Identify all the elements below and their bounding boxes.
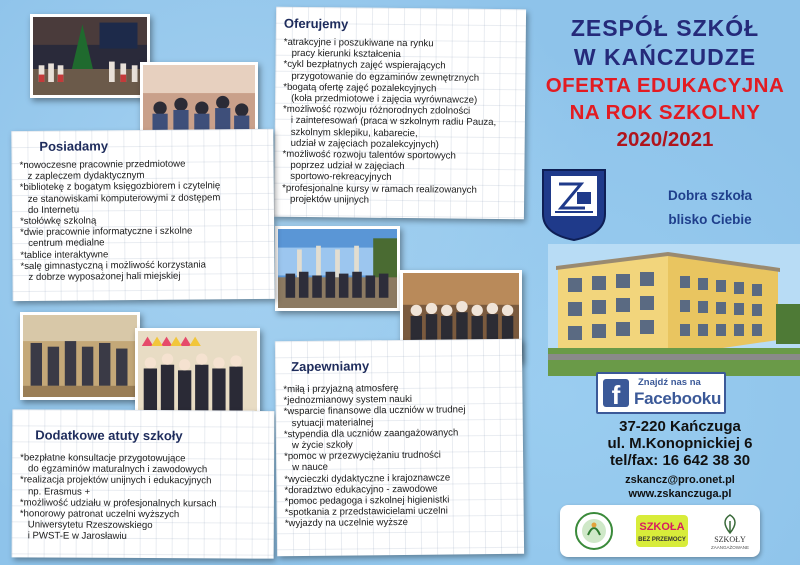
slogan-line1: Dobra szkoła xyxy=(667,188,753,203)
zapewniamy-list xyxy=(283,382,516,530)
list-item: *cykl bezpłatnych zajęć wspierających xyxy=(283,59,446,72)
address-postal: 37-220 Kańczuga xyxy=(619,418,741,435)
panel-posiadamy xyxy=(11,129,274,301)
list-item: poprzez udział w zajęciach xyxy=(282,160,405,173)
list-item: *wsparcie finansowe dla uczniów w trudnej xyxy=(283,404,466,418)
list-item: pracy kierunki kształcenia xyxy=(283,47,401,61)
oferujemy-list xyxy=(282,37,518,207)
list-item: ze stanowiskami komputerowymi z dostępem xyxy=(19,191,221,205)
certification-badges xyxy=(560,505,760,557)
list-item: *pomoc pedagoga i szkolnej higienistki xyxy=(284,494,450,508)
list-item: szkolnym sklepiku, kabarecie, xyxy=(282,126,418,139)
panel-oferujemy xyxy=(274,7,526,220)
school-without-violence-badge-icon xyxy=(634,511,690,551)
list-item: i PWST-E w Jarosławiu xyxy=(19,530,127,543)
offer-title-line1: OFERTA EDUKACYJNA xyxy=(545,74,785,97)
facebook-link[interactable] xyxy=(596,372,726,414)
school-name-line2: W KAŃCZUDZE xyxy=(573,44,757,70)
contact-email[interactable]: zskancz@pro.onet.pl xyxy=(625,474,735,486)
list-item: *możliwość udziału w profesjonalnych kursach xyxy=(19,497,217,510)
title-block xyxy=(535,14,795,154)
slogan-line2: blisko Ciebie xyxy=(668,212,752,227)
contact-website[interactable]: www.zskanczuga.pl xyxy=(628,488,732,500)
list-item: do egzaminów maturalnych i zawodowych xyxy=(20,463,208,476)
list-item: *realizacja projektów unijnych i edukacyjnych xyxy=(19,474,212,487)
svg-text:SZKOŁA: SZKOŁA xyxy=(639,521,685,533)
facebook-small-text: Znajdź nas na xyxy=(638,377,701,388)
list-item: z zapleczem dydaktycznym xyxy=(19,170,145,183)
list-item: *możliwość rozwoju różnorodnych zdolności xyxy=(282,103,471,117)
list-item: *tablice interaktywne xyxy=(20,248,109,261)
list-item: np. Erasmus + xyxy=(19,485,91,498)
school-name-line1: ZESPÓŁ SZKÓŁ xyxy=(570,15,760,41)
list-item: *bibliotekę z bogatym księgozbiorem i czytelnię xyxy=(19,180,221,194)
list-item: *nowoczesne pracownie przedmiotowe xyxy=(19,158,186,172)
slogan xyxy=(640,184,780,232)
svg-text:SZKOŁY: SZKOŁY xyxy=(714,535,746,544)
offer-title-line2: NA ROK SZKOLNY xyxy=(569,101,761,124)
list-item: Uniwersytetu Rzeszowskiego xyxy=(19,519,153,532)
school-crest-icon xyxy=(541,168,607,242)
school-year: 2020/2021 xyxy=(616,128,714,151)
oferujemy-heading: Oferujemy xyxy=(283,15,349,32)
list-item: *stypendia dla uczniów zaangażowanych xyxy=(283,427,459,441)
list-item: *profesjonalne kursy w ramach realizowanych xyxy=(282,182,477,196)
list-item: *dwie pracownie informatyczne i szkolne xyxy=(20,225,193,239)
list-item: *atrakcyjne i poszukiwane na rynku xyxy=(283,36,434,50)
list-item: *miłą i przyjazną atmosferę xyxy=(283,383,399,396)
health-promoting-school-badge-icon xyxy=(574,511,614,551)
list-item: *jednozmianowy system nauki xyxy=(283,394,413,407)
list-item: sportowo-rekreacyjnych xyxy=(282,171,392,184)
zapewniamy-heading: Zapewniamy xyxy=(291,358,370,375)
photo-school-ceremony xyxy=(30,14,150,98)
photo-group-monuments xyxy=(275,226,400,311)
posiadamy-heading: Posiadamy xyxy=(39,138,109,154)
dodatkowe-heading: Dodatkowe atuty szkoły xyxy=(35,427,183,444)
list-item: (koła przedmiotowe i zajęcia wyrównawcze) xyxy=(283,92,478,106)
school-building-illustration xyxy=(548,244,800,376)
list-item: przygotowanie do egzaminów zewnętrznych xyxy=(283,70,480,84)
address-block xyxy=(560,418,800,469)
list-item: *spotkania z przedstawicielami uczelni xyxy=(284,505,448,519)
list-item: *wyjazdy na uczelnie wyższe xyxy=(284,517,409,530)
posiadamy-list xyxy=(20,158,267,283)
list-item: w nauce xyxy=(284,462,328,474)
address-street: ul. M.Konopnickiej 6 xyxy=(607,435,753,452)
panel-dodatkowe-atuty xyxy=(12,409,275,558)
svg-text:ZAANGAŻOWANE: ZAANGAŻOWANE xyxy=(710,545,750,550)
list-item: *wycieczki dydaktyczne i krajoznawcze xyxy=(284,472,451,485)
list-item: *salę gimnastyczną i możliwość korzystania xyxy=(20,259,207,272)
address-phone: tel/fax: 16 642 38 30 xyxy=(609,452,751,469)
list-item: *bezpłatne konsultacje przygotowujące xyxy=(20,452,186,465)
photo-students-decorations xyxy=(135,328,260,423)
svg-text:BEZ PRZEMOCY: BEZ PRZEMOCY xyxy=(638,537,686,543)
list-item: *pomoc w przezwyciężaniu trudności xyxy=(284,449,441,463)
dodatkowe-list xyxy=(20,452,266,543)
list-item: *honorowy patronat uczelni wyższych xyxy=(19,508,180,521)
facebook-icon: f xyxy=(603,379,629,407)
list-item: w życie szkoły xyxy=(283,439,353,452)
list-item: centrum medialne xyxy=(20,237,105,250)
list-item: z dobrze wyposażonej hali miejskiej xyxy=(20,270,181,284)
photo-students-hall xyxy=(20,312,140,400)
list-item: *doradztwo edukacyjno - zawodowe xyxy=(284,483,438,497)
list-item: udział w zajęciach pozalekcyjnych) xyxy=(282,137,439,151)
engaged-schools-badge-icon xyxy=(706,511,754,551)
panel-zapewniamy xyxy=(275,339,524,557)
list-item: *możliwość rozwoju talentów sportowych xyxy=(282,148,456,162)
list-item: projektów unijnych xyxy=(282,193,370,206)
list-item: do Internetu xyxy=(19,204,80,216)
list-item: sytuacji materialnej xyxy=(283,416,374,429)
list-item: i zainteresowań (praca w szkolnym radiu Pauza, xyxy=(282,115,497,129)
facebook-big-text: Facebooku xyxy=(634,389,722,408)
list-item: *stołówkę szkolną xyxy=(20,215,97,228)
list-item: *bogatą ofertę zajęć pozalekcyjnych xyxy=(283,81,437,95)
contact-block xyxy=(560,473,800,501)
